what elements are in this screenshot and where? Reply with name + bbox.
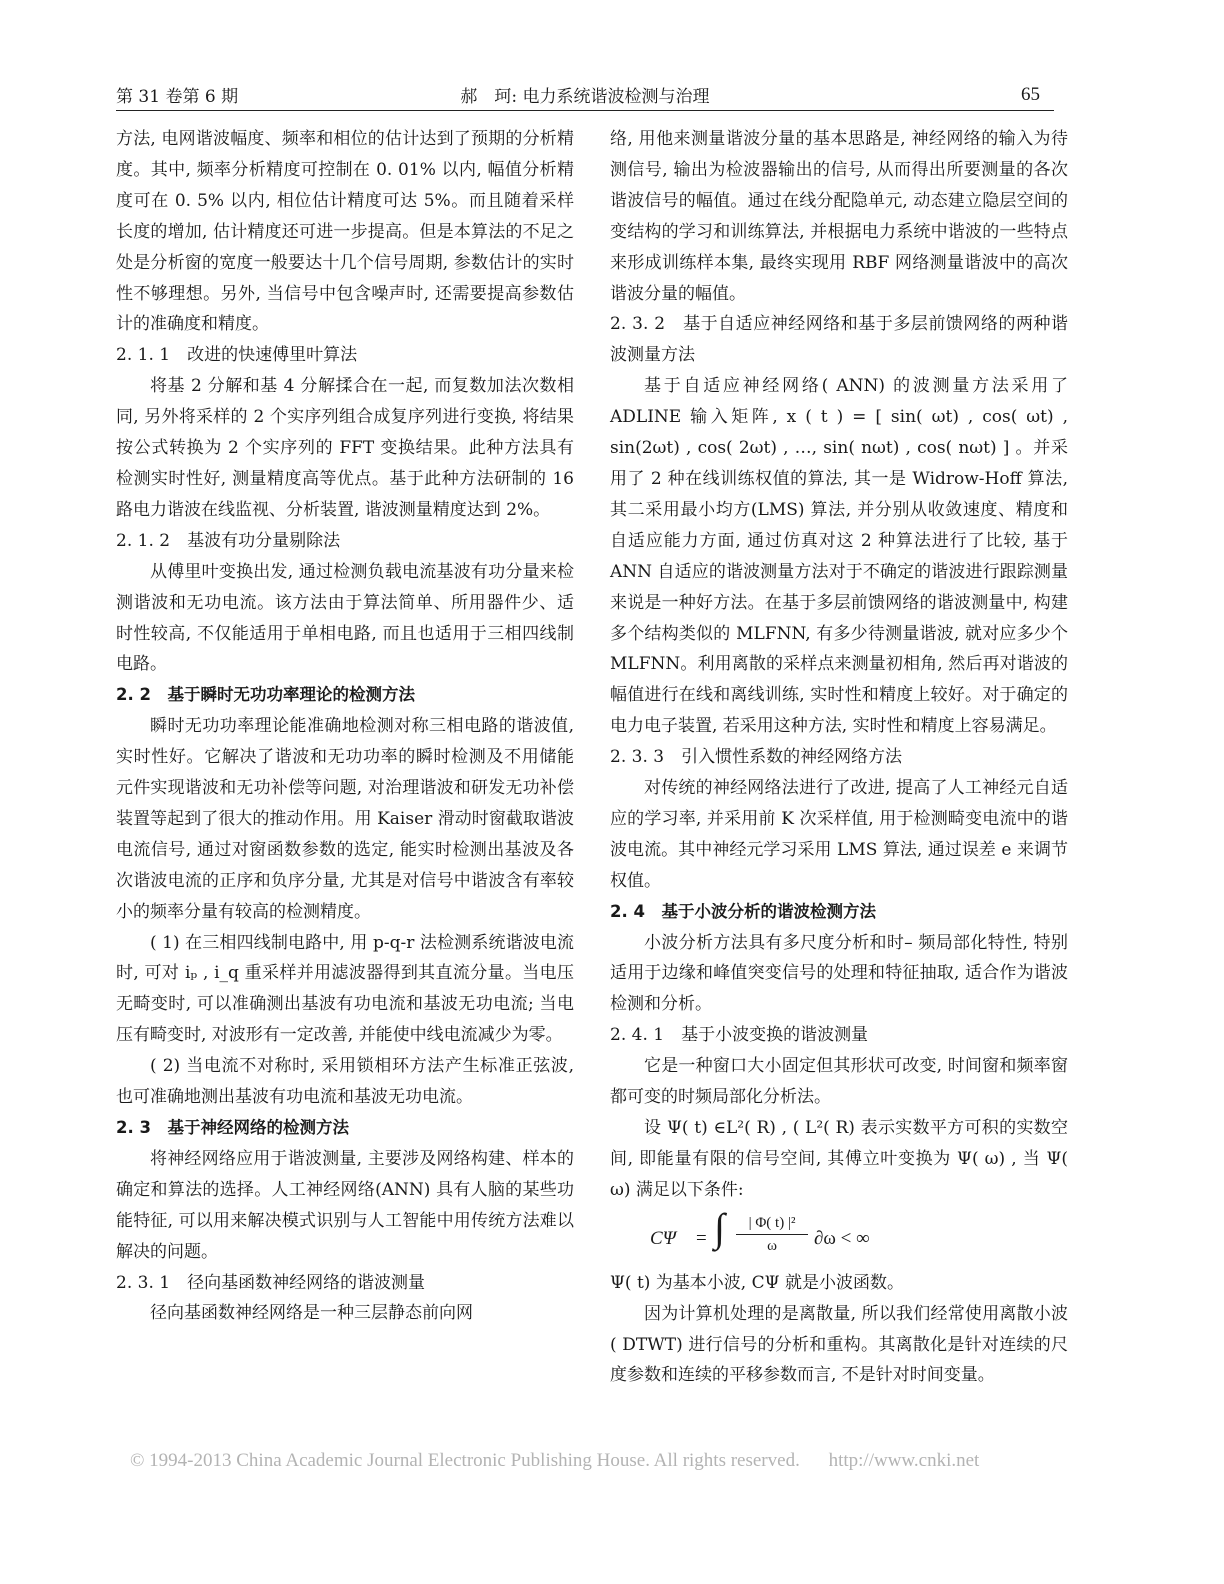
paragraph-2-2-item-2: ( 2) 当电流不对称时, 采用锁相环方法产生标准正弦波, 也可准确地测出基波有功电流和基波无功电流。 — [116, 1056, 574, 1108]
paragraph-2-3-2: 基于自适应神经网络( ANN) 的波测量方法采用了 ADLINE 输入矩阵, x ( t ) = [ sin( ωt) , cos( ωt) , sin(2ωt) , cos( 2ωt) , …, sin( nωt) , cos( nωt) ] 。并采用了 2 种在线训练权值的算法, 其一是 Widrow-Hoff 算法, 其二采用最小均方(LMS) 算法, 并分别从收敛速度、精度和自适应能力方面, 通过仿真对这 2 种算法进行了比较, 基于 ANN 自适应的谐波测量方法对于不确定的谐波进行跟踪测量来说是一种好方法。在基于多层前馈网络的谐波测量中, 构建多个结构类似的 MLFNN, 有多少待测量谐波, 就对应多少个 MLFNN。利用离散的采样点来测量初相角, 然后再对谐波的幅值进行在线和离线训练, 实时性和精度上较好。对于确定的电力电子装置, 若采用这种方法, 实时性和精度上容易满足。 — [610, 376, 1068, 737]
heading-2-1-2: 2. 1. 2 基波有功分量剔除法 — [116, 530, 341, 551]
paragraph-2-1-1: 将基 2 分解和基 4 分解揉合在一起, 而复数加法次数相同, 另外将采样的 2 个实序列组合成复序列进行变换, 将结果按公式转换为 2 个实序列的 FFT 变换结果。此种方法具有检测实时性好, 测量精度高等优点。基于此种方法研制的 16 路电力谐波在线监视、分析装置, 谐波测量精度达到 2%。 — [116, 376, 574, 520]
heading-2-4: 2. 4 基于小波分析的谐波检测方法 — [610, 901, 876, 921]
paragraph-2-4-1-discrete: 因为计算机处理的是离散量, 所以我们经常使用离散小波( DTWT) 进行信号的分析和重构。其离散化是针对连续的尺度参数和连续的平移参数而言, 不是针对时间变量。 — [610, 1303, 1068, 1386]
formula-denominator: ω — [767, 1237, 777, 1254]
paragraph-2-4-1-condition: 设 Ψ( t) ∈L²( R) , ( L²( R) 表示实数平方可积的实数空间, 即能量有限的信号空间, 其傅立叶变换为 Ψ( ω) , 当 Ψ( ω) 满足以下条件: — [610, 1118, 1068, 1200]
right-column — [610, 124, 1068, 1391]
admissibility-formula — [610, 1204, 1068, 1266]
copyright-text: © 1994-2013 China Academic Journal Electronic Publishing House. All rights reserved. — [130, 1450, 800, 1471]
paragraph-2-1-2: 从傅里叶变换出发, 通过检测负载电流基波有功分量来检测谐波和无功电流。该方法由于算法简单、所用器件少、适时性较高, 不仅能适用于单相电路, 而且也适用于三相四线制电路。 — [116, 561, 574, 675]
heading-2-3: 2. 3 基于神经网络的检测方法 — [116, 1118, 349, 1137]
heading-2-4-1: 2. 4. 1 基于小波变换的谐波测量 — [610, 1025, 869, 1046]
journal-volume: 第 31 卷第 6 期 — [116, 87, 239, 107]
formula-equals: = — [696, 1227, 707, 1249]
copyright-footer — [130, 1450, 1090, 1472]
footer-url: http://www.cnki.net — [828, 1450, 980, 1471]
formula-tail: ∂ω < ∞ — [814, 1227, 870, 1249]
page-number: 65 — [1021, 84, 1040, 105]
left-column — [116, 124, 574, 1329]
running-title: 郝 珂: 电力系统谐波检测与治理 — [460, 87, 710, 107]
paragraph-2-3-3: 对传统的神经网络法进行了改进, 提高了人工神经元自适应的学习率, 并采用前 K 次采样值, 用于检测畸变电流中的谐波电流。其中神经元学习采用 LMS 算法, 通过误差 e 来调节权值。 — [610, 778, 1068, 891]
heading-2-2: 2. 2 基于瞬时无功功率理论的检测方法 — [116, 685, 415, 705]
formula-lhs: CΨ — [650, 1227, 677, 1249]
paragraph-2-3-1: 径向基函数神经网络是一种三层静态前向网 — [150, 1303, 473, 1324]
heading-2-1-1: 2. 1. 1 改进的快速傅里叶算法 — [116, 345, 358, 366]
paragraph-2-3-1-continued: 络, 用他来测量谐波分量的基本思路是, 神经网络的输入为待测信号, 输出为检波器输出的信号, 从而得出所要测量的各次谐波信号的幅值。通过在线分配隐单元, 动态建立隐层空间的变结构的学习和训练算法, 并根据电力系统中谐波的一些特点来形成训练样本集, 最终实现用 RBF 网络测量谐波中的高次谐波分量的幅值。 — [610, 129, 1068, 304]
paragraph-2-2: 瞬时无功功率理论能准确地检测对称三相电路的谐波值, 实时性好。它解决了谐波和无功功率的瞬时检测及不用储能元件实现谐波和无功补偿等问题, 对治理谐波和研发无功补偿装置等起到了很大的推动作用。用 Kaiser 滑动时窗截取谐波电流信号, 通过对窗函数参数的选定, 能实时检测出基波及各次谐波电流的正序和负序分量, 尤其是对信号中谐波含有率较小的频率分量有较高的检测精度。 — [116, 716, 574, 922]
heading-2-3-2: 2. 3. 2 基于自适应神经网络和基于多层前馈网络的两种谐波测量方法 — [610, 314, 1068, 366]
formula-numerator: | Φ( t) |² — [736, 1212, 808, 1235]
heading-2-3-1: 2. 3. 1 径向基函数神经网络的谐波测量 — [116, 1272, 426, 1293]
heading-2-3-3: 2. 3. 3 引入惯性系数的神经网络方法 — [610, 747, 903, 768]
paragraph-2-2-item-1: ( 1) 在三相四线制电路中, 用 p-q-r 法检测系统谐波电流时, 可对 iₚ , i_q 重采样并用滤波器得到其直流分量。当电压无畸变时, 可以准确测出基波有功电流和基波无功电流; 当电压有畸变时, 对波形有一定改善, 并能使中线电流减少为零。 — [116, 932, 574, 1046]
formula-fraction — [736, 1212, 808, 1257]
paragraph-2-4-1-wavelet: Ψ( t) 为基本小波, CΨ 就是小波函数。 — [610, 1272, 904, 1293]
page-header — [116, 78, 1054, 111]
paragraph-2-4: 小波分析方法具有多尺度分析和时– 频局部化特性, 特别适用于边缘和峰值突变信号的处理和特征抽取, 适合作为谐波检测和分析。 — [610, 932, 1068, 1015]
paragraph-2-4-1: 它是一种窗口大小固定但其形状可改变, 时间窗和频率窗都可变的时频局部化分析法。 — [610, 1056, 1068, 1108]
paragraph-intro: 方法, 电网谐波幅度、频率和相位的估计达到了预期的分析精度。其中, 频率分析精度可控制在 0. 01% 以内, 幅值分析精度可在 0. 5% 以内, 相位估计精度可达 5%。而且随着采样长度的增加, 估计精度还可进一步提高。但是本算法的不足之处是分析窗的宽度一般要达十几个信号周期, 参数估计的实时性不够理想。另外, 当信号中包含噪声时, 还需要提高参数估计的准确度和精度。 — [116, 129, 574, 335]
integral-sign: ∫ — [714, 1204, 725, 1250]
paragraph-2-3: 将神经网络应用于谐波测量, 主要涉及网络构建、样本的确定和算法的选择。人工神经网络(ANN) 具有人脑的某些功能特征, 可以用来解决模式识别与人工智能中用传统方法难以解决的问题。 — [116, 1148, 574, 1262]
